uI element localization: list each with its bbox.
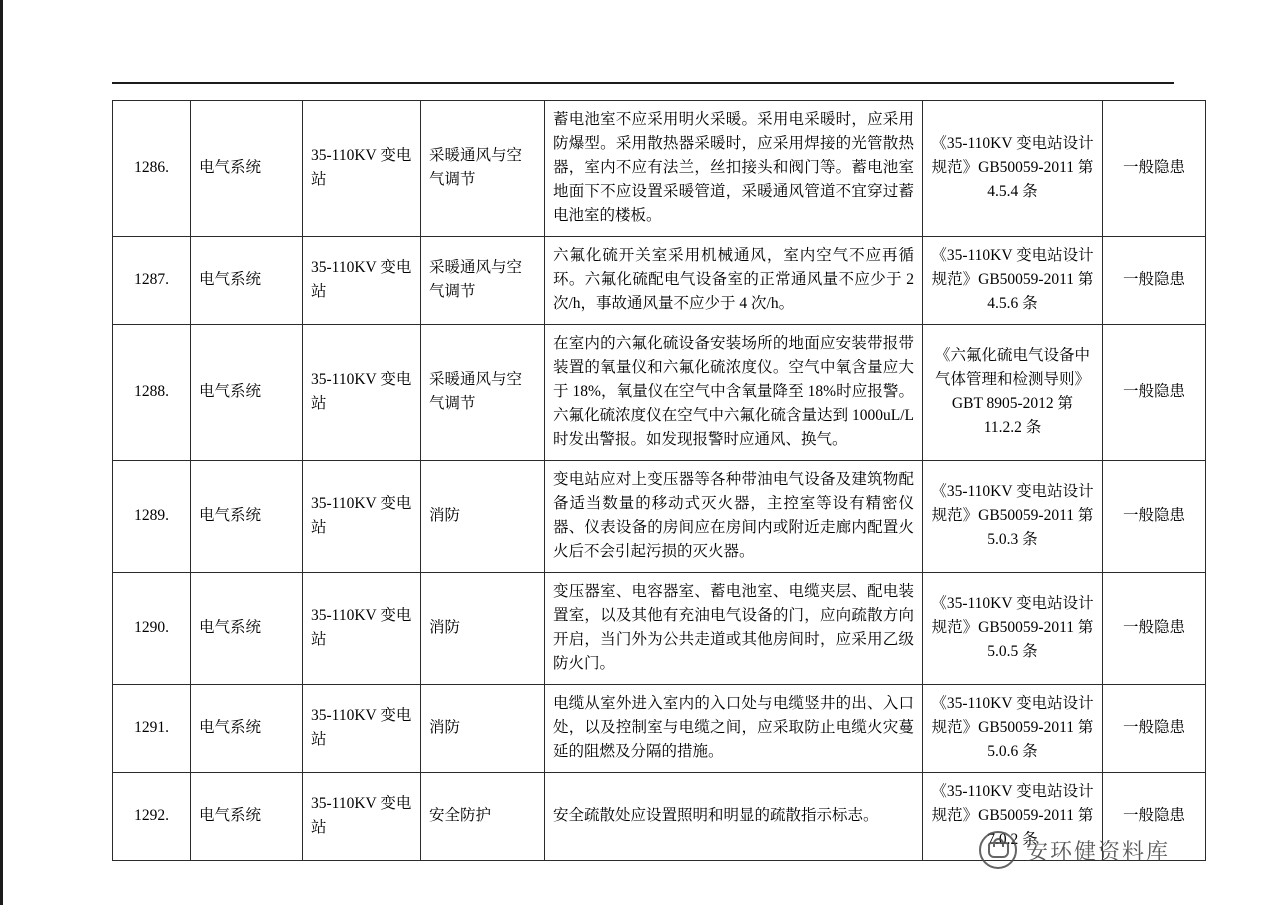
row-category: 采暖通风与空气调节 (421, 101, 545, 237)
row-system: 电气系统 (191, 685, 303, 773)
row-description: 电缆从室外进入室内的入口处与电缆竖井的出、入口处，以及控制室与电缆之间，应采取防止电缆火灾蔓延的阻燃及分隔的措施。 (545, 685, 923, 773)
row-level: 一般隐患 (1103, 573, 1206, 685)
row-category: 消防 (421, 573, 545, 685)
row-number: 1288. (113, 325, 191, 461)
row-reference: 《35-110KV 变电站设计规范》GB50059-2011 第5.0.3 条 (923, 461, 1103, 573)
row-level: 一般隐患 (1103, 773, 1206, 861)
row-category: 消防 (421, 685, 545, 773)
row-level: 一般隐患 (1103, 325, 1206, 461)
row-level: 一般隐患 (1103, 237, 1206, 325)
row-facility: 35-110KV 变电站 (303, 237, 421, 325)
row-facility: 35-110KV 变电站 (303, 685, 421, 773)
row-facility: 35-110KV 变电站 (303, 773, 421, 861)
row-level: 一般隐患 (1103, 685, 1206, 773)
table-row (113, 461, 1206, 573)
row-facility: 35-110KV 变电站 (303, 325, 421, 461)
row-description: 变压器室、电容器室、蓄电池室、电缆夹层、配电装置室，以及其他有充油电气设备的门，应向疏散方向开启，当门外为公共走道或其他房间时，应采用乙级防火门。 (545, 573, 923, 685)
table-row (113, 685, 1206, 773)
row-reference: 《35-110KV 变电站设计规范》GB50059-2011 第4.5.6 条 (923, 237, 1103, 325)
row-reference: 《六氟化硫电气设备中气体管理和检测导则》GBT 8905-2012 第 11.2.2 条 (923, 325, 1103, 461)
row-category: 安全防护 (421, 773, 545, 861)
row-reference: 《35-110KV 变电站设计规范》GB50059-2011 第4.5.4 条 (923, 101, 1103, 237)
row-system: 电气系统 (191, 773, 303, 861)
wechat-account-icon (979, 831, 1017, 869)
row-description: 蓄电池室不应采用明火采暖。采用电采暖时，应采用防爆型。采用散热器采暖时，应采用焊接的光管散热器，室内不应有法兰，丝扣接头和阀门等。蓄电池室地面下不应设置采暖管道，采暖通风管道不宜穿过蓄电池室的楼板。 (545, 101, 923, 237)
hazard-table (112, 100, 1206, 861)
row-number: 1292. (113, 773, 191, 861)
row-number: 1286. (113, 101, 191, 237)
row-facility: 35-110KV 变电站 (303, 101, 421, 237)
row-level: 一般隐患 (1103, 461, 1206, 573)
row-category: 采暖通风与空气调节 (421, 237, 545, 325)
row-description: 六氟化硫开关室采用机械通风，室内空气不应再循环。六氟化硫配电气设备室的正常通风量不应少于 2 次/h，事故通风量不应少于 4 次/h。 (545, 237, 923, 325)
row-description: 变电站应对上变压器等各种带油电气设备及建筑物配备适当数量的移动式灭火器，主控室等设有精密仪器、仪表设备的房间应在房间内或附近走廊内配置火火后不会引起污损的灭火器。 (545, 461, 923, 573)
row-reference: 《35-110KV 变电站设计规范》GB50059-2011 第5.0.5 条 (923, 573, 1103, 685)
table-row (113, 325, 1206, 461)
table-row (113, 237, 1206, 325)
row-system: 电气系统 (191, 461, 303, 573)
row-number: 1291. (113, 685, 191, 773)
row-facility: 35-110KV 变电站 (303, 461, 421, 573)
row-description: 在室内的六氟化硫设备安装场所的地面应安装带报带装置的氧量仪和六氟化硫浓度仪。空气中氧含量应大于 18%，氧量仪在空气中含氧量降至 18%时应报警。六氟化硫浓度仪在空气中六氟化硫含量达到 1000uL/L 时发出警报。如发现报警时应通风、换气。 (545, 325, 923, 461)
hazard-table-container (112, 100, 1185, 861)
row-description: 安全疏散处应设置照明和明显的疏散指示标志。 (545, 773, 923, 861)
watermark (979, 824, 1211, 876)
row-number: 1287. (113, 237, 191, 325)
row-reference: 《35-110KV 变电站设计规范》GB50059-2011 第5.0.6 条 (923, 685, 1103, 773)
header-rule (112, 82, 1174, 84)
row-system: 电气系统 (191, 237, 303, 325)
row-system: 电气系统 (191, 573, 303, 685)
row-number: 1289. (113, 461, 191, 573)
row-category: 采暖通风与空气调节 (421, 325, 545, 461)
row-category: 消防 (421, 461, 545, 573)
table-row (113, 101, 1206, 237)
watermark-text: 安环健资料库 (1026, 838, 1171, 864)
row-facility: 35-110KV 变电站 (303, 573, 421, 685)
table-row (113, 573, 1206, 685)
page-left-border (0, 0, 3, 905)
row-number: 1290. (113, 573, 191, 685)
row-system: 电气系统 (191, 101, 303, 237)
row-system: 电气系统 (191, 325, 303, 461)
row-level: 一般隐患 (1103, 101, 1206, 237)
row-reference: 《35-110KV 变电站设计规范》GB50059-2011 第7.0.2 条 (923, 773, 1103, 861)
